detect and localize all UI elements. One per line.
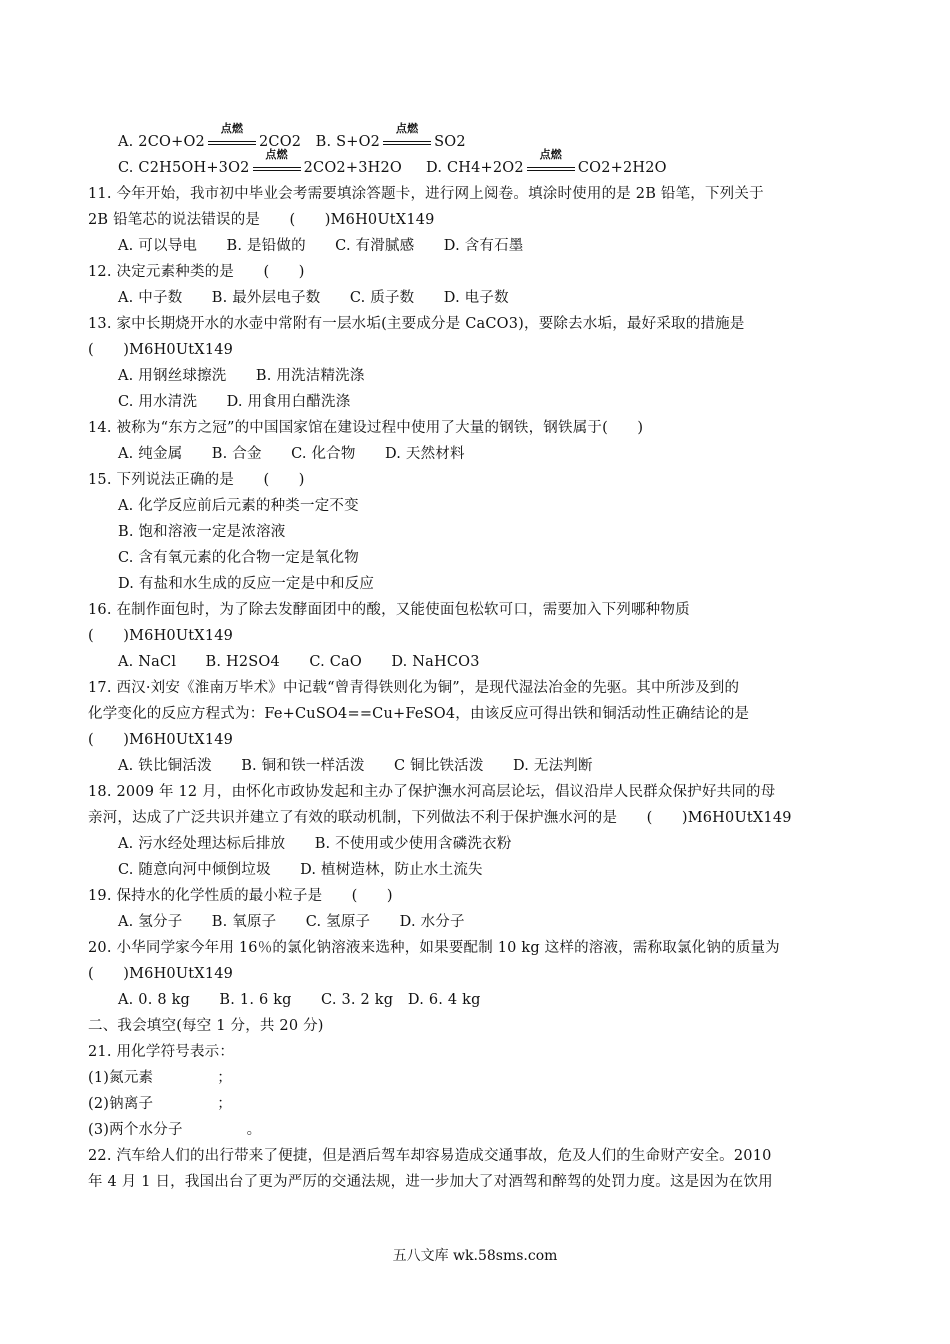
answer-options: A. NaCl B. H2SO4 C. CaO D. NaHCO3 bbox=[118, 654, 480, 670]
ignite-condition-arrow: 点燃 bbox=[206, 132, 258, 152]
question-text: 17. 西汉·刘安《淮南万毕术》中记载“曾青得铁则化为铜”，是现代湿法冶金的先驱。其中所涉及到的 bbox=[88, 680, 740, 696]
answer-options: A. 化学反应前后元素的种类一定不变 bbox=[118, 498, 359, 514]
answer-options: C. 用水清洗 D. 用食用白醋洗涤 bbox=[118, 394, 351, 410]
answer-options: A. 铁比铜活泼 B. 铜和铁一样活泼 C 铜比铁活泼 D. 无法判断 bbox=[118, 758, 593, 774]
question-text: 12. 决定元素种类的是 ( ) bbox=[88, 264, 305, 280]
option-a-reactants: A. 2CO+O2 bbox=[118, 134, 205, 150]
answer-options: B. 饱和溶液一定是浓溶液 bbox=[118, 524, 286, 540]
answer-options: A. 纯金属 B. 合金 C. 化合物 D. 天然材料 bbox=[118, 446, 465, 462]
question-text: ( )M6H0UtX149 bbox=[88, 966, 234, 982]
answer-options: A. 氢分子 B. 氧原子 C. 氢原子 D. 水分子 bbox=[118, 914, 465, 930]
answer-options: A. 污水经处理达标后排放 B. 不使用或少使用含磷洗衣粉 bbox=[118, 836, 512, 852]
option-b-reactants: B. S+O2 bbox=[315, 134, 381, 150]
question-text: ( )M6H0UtX149 bbox=[88, 342, 234, 358]
question-text: 18. 2009 年 12 月，由怀化市政协发起和主办了保护潕水河高层论坛，倡议沿岸人民群众保护好共同的母 bbox=[88, 784, 776, 800]
answer-options: A. 用钢丝球擦洗 B. 用洗洁精洗涤 bbox=[118, 368, 365, 384]
question-text: 22. 汽车给人们的出行带来了便捷，但是酒后驾车却容易造成交通事故，危及人们的生命财产安全。2010 bbox=[88, 1148, 772, 1164]
answer-options: A. 可以导电 B. 是铅做的 C. 有滑腻感 D. 含有石墨 bbox=[118, 238, 524, 254]
answer-options: D. 有盐和水生成的反应一定是中和反应 bbox=[118, 576, 375, 592]
question-text: 年 4 月 1 日，我国出台了更为严厉的交通法规，进一步加大了对酒驾和醉驾的处罚力度。这是因为在饮用 bbox=[88, 1174, 773, 1190]
ignite-condition-arrow: 点燃 bbox=[251, 158, 303, 178]
option-a-products: 2CO2 bbox=[258, 134, 302, 150]
fill-blank-item: (2)钠离子 ； bbox=[88, 1096, 232, 1112]
answer-options: A. 0. 8 kg B. 1. 6 kg C. 3. 2 kg D. 6. 4 kg bbox=[118, 992, 481, 1008]
option-d-reactants: D. CH4+2O2 bbox=[426, 160, 524, 176]
question-text: ( )M6H0UtX149 bbox=[88, 732, 234, 748]
question-text: 2B 铅笔芯的说法错误的是 ( )M6H0UtX149 bbox=[88, 212, 435, 228]
fill-blank-item: (1)氮元素 ； bbox=[88, 1070, 232, 1086]
question-text: 11. 今年开始，我市初中毕业会考需要填涂答题卡，进行网上阅卷。填涂时使用的是 2B 铅笔，下列关于 bbox=[88, 186, 764, 202]
ignite-condition-arrow: 点燃 bbox=[525, 158, 577, 178]
question-text: 14. 被称为“东方之冠”的中国国家馆在建设过程中使用了大量的钢铁，钢铁属于( ) bbox=[88, 420, 644, 436]
option-d-products: CO2+2H2O bbox=[577, 160, 667, 176]
question-text: ( )M6H0UtX149 bbox=[88, 628, 234, 644]
option-b-products: SO2 bbox=[434, 134, 466, 150]
question-text: 化学变化的反应方程式为：Fe+CuSO4==Cu+FeSO4，由该反应可得出铁和铜活动性正确结论的是 bbox=[88, 706, 750, 722]
fill-blank-item: (3)两个水分子 。 bbox=[88, 1122, 262, 1138]
question-text: 15. 下列说法正确的是 ( ) bbox=[88, 472, 305, 488]
answer-options: A. 中子数 B. 最外层电子数 C. 质子数 D. 电子数 bbox=[118, 290, 509, 306]
question-text: 13. 家中长期烧开水的水壶中常附有一层水垢(主要成分是 CaCO3)，要除去水垢，最好采取的措施是 bbox=[88, 316, 745, 332]
section-heading: 二、我会填空(每空 1 分，共 20 分) bbox=[88, 1018, 324, 1034]
question-text: 16. 在制作面包时，为了除去发酵面团中的酸，又能使面包松软可口，需要加入下列哪种物质 bbox=[88, 602, 690, 618]
question-text: 21. 用化学符号表示： bbox=[88, 1044, 235, 1060]
page-footer-watermark: 五八文库 wk.58sms.com bbox=[392, 1248, 558, 1264]
q10-options-cd bbox=[118, 148, 667, 178]
answer-options: C. 随意向河中倾倒垃圾 D. 植树造林，防止水土流失 bbox=[118, 862, 483, 878]
question-text: 19. 保持水的化学性质的最小粒子是 ( ) bbox=[88, 888, 393, 904]
question-text: 20. 小华同学家今年用 16％的氯化钠溶液来选种，如果要配制 10 kg 这样的溶液，需称取氯化钠的质量为 bbox=[88, 940, 780, 956]
option-c-products: 2CO2+3H2O bbox=[303, 160, 402, 176]
option-c-reactants: C. C2H5OH+3O2 bbox=[118, 160, 250, 176]
answer-options: C. 含有氧元素的化合物一定是氧化物 bbox=[118, 550, 359, 566]
ignite-condition-arrow: 点燃 bbox=[381, 132, 433, 152]
question-text: 亲河，达成了广泛共识并建立了有效的联动机制，下列做法不利于保护潕水河的是 ( )M6H0UtX149 bbox=[88, 810, 792, 826]
